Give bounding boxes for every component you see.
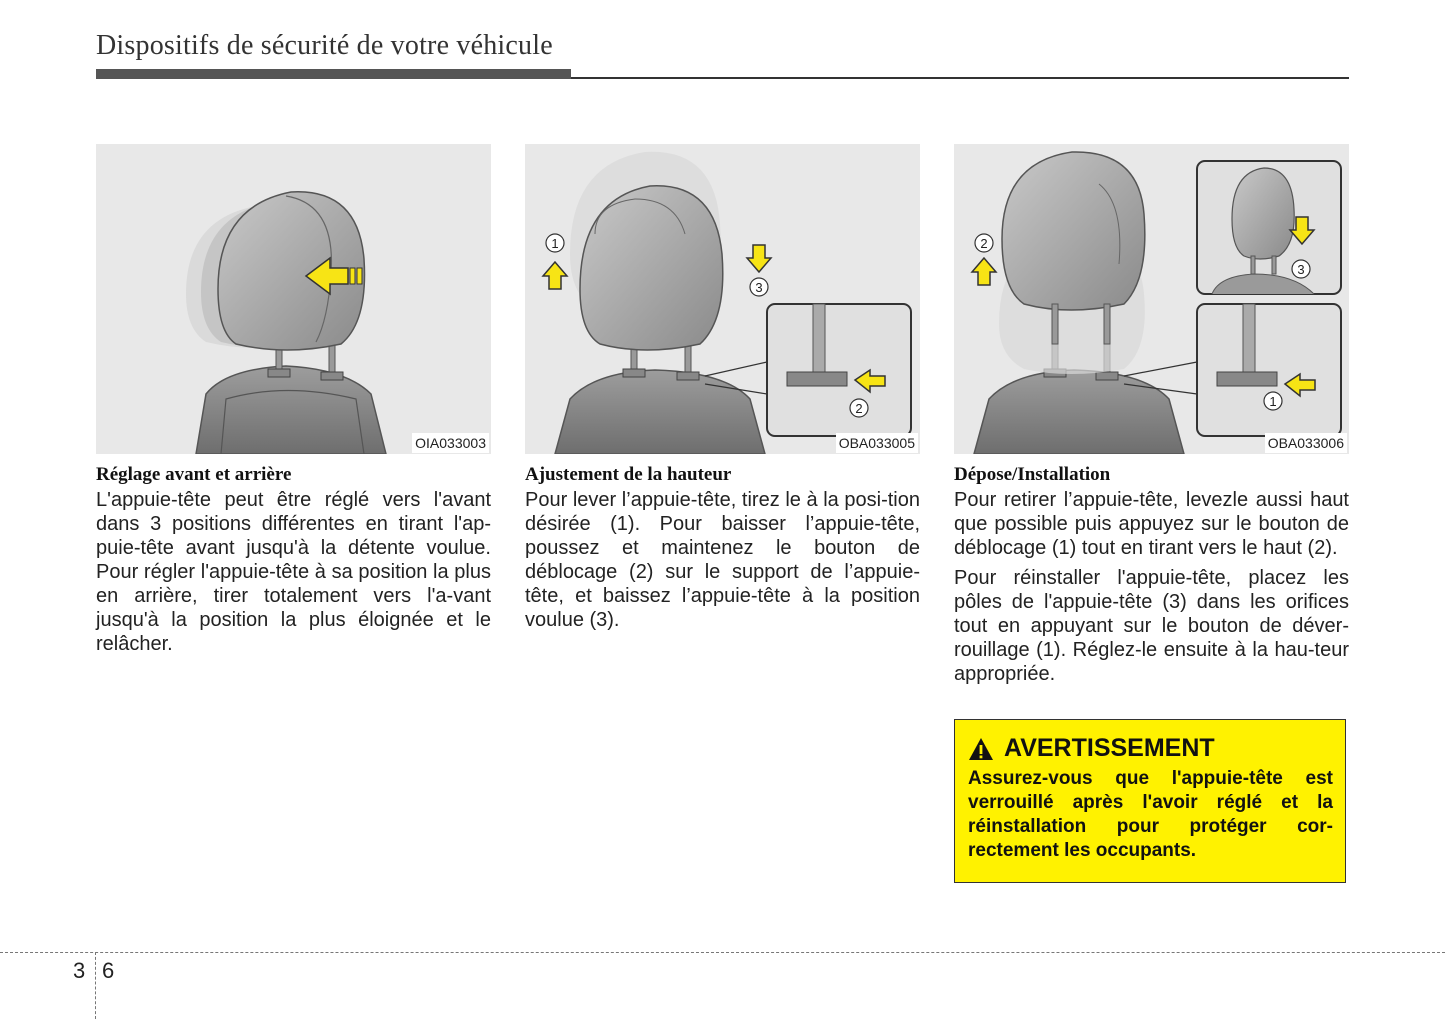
warning-triangle-icon: [968, 737, 994, 761]
section-heading: Ajustement de la hauteur: [525, 464, 732, 485]
body-paragraph: Pour réinstaller l'appuie-tête, placez les pôles de l'appuie-tête (3) dans les orifices tout en appuyant sur le bouton de déver-rouillage (1). Réglez-le ensuite à la hau-teur appropriée.: [954, 567, 1349, 685]
section-removal-install: [954, 144, 1349, 686]
figure-fore-aft: [96, 144, 491, 454]
footer-rule: [0, 952, 1445, 953]
figure-code: OBA033006: [1265, 433, 1347, 453]
figure-label: 3: [1297, 262, 1305, 277]
headrest-removal-illustration: [954, 144, 1349, 454]
figure-label: 1: [1269, 394, 1277, 409]
figure-label: 2: [855, 401, 863, 416]
section-height-adjust: [525, 144, 920, 632]
body-paragraph: L'appuie-tête peut être réglé vers l'avant dans 3 positions différentes en tirant l'ap-puie-tête avant jusqu'à la détente voulue. Pour régler l'appuie-tête à sa position la plus en arrière, tirer totalement vers l'a-vant jusqu'à la position la plus éloignée et le relâcher.: [96, 489, 491, 655]
body-paragraph: Pour lever l’appuie-tête, tirez le à la posi-tion désirée (1). Pour baisser l’appuie-tête, poussez et maintenez le bouton de déblocage (2) sur le support de l’appuie-tête, et baissez l’appuie-tête à la position voulue (3).: [525, 489, 920, 631]
footer-divider: [95, 952, 96, 1019]
headrest-height-illustration: [525, 144, 920, 454]
warning-text: Assurez-vous que l'appuie-tête est verrouillé après l'avoir réglé et la réinstallation pour protéger cor-rectement les occupants.: [968, 768, 1333, 861]
section-heading: Réglage avant et arrière: [96, 464, 292, 485]
section-fore-aft-adjust: [96, 144, 491, 656]
warning-box: [954, 719, 1346, 883]
figure-height: [525, 144, 920, 454]
header-rule-accent: [96, 69, 571, 79]
page-number: 6: [102, 958, 115, 983]
figure-code: OBA033005: [836, 433, 918, 453]
section-heading: Dépose/Installation: [954, 464, 1111, 485]
page-title: Dispositifs de sécurité de votre véhicule: [96, 30, 553, 61]
figure-label: 2: [980, 236, 988, 251]
chapter-number: 3: [73, 958, 86, 983]
body-paragraph: Pour retirer l’appuie-tête, levezle aussi haut que possible puis appuyez sur le bouton de déblocage (1) tout en tirant vers le haut (2).: [954, 489, 1349, 559]
warning-title: [968, 734, 1333, 763]
headrest-fore-aft-illustration: [96, 144, 491, 454]
warning-title-text: AVERTISSEMENT: [1004, 734, 1215, 762]
figure-code: OIA033003: [412, 433, 489, 453]
figure-removal: [954, 144, 1349, 454]
figure-label: 3: [755, 280, 763, 295]
figure-label: 1: [551, 236, 559, 251]
